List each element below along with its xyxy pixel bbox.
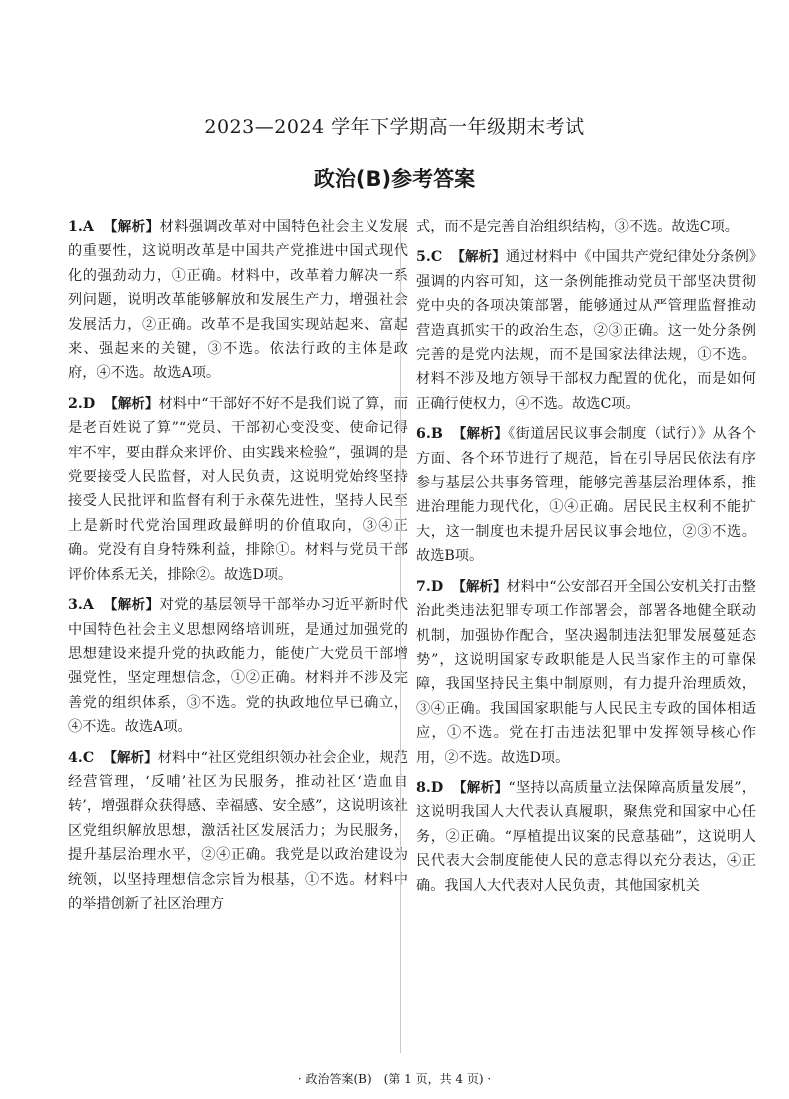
- question-number: 2.: [68, 395, 83, 412]
- analysis-mark: 【解析】: [103, 597, 160, 614]
- analysis-text: 材料中“公安部召开全国公安机关打击整治此类违法犯罪专项工作部署会，部署各地健全联动机制，加强协作配合，坚决遏制违法犯罪发展蔓延态势”，这说明国家专政职能是人民当家作主的可靠保障，我国坚持民主集中制原则，有力提升治理质效，③④正确。我国国家职能与人民民主专政的国体相适应，①不选。党在打击违法犯罪中发挥领导核心作用，②不选。故选D项。: [416, 578, 756, 766]
- question-number: 3.: [68, 597, 83, 614]
- question-4: [68, 746, 408, 917]
- question-8: [416, 776, 756, 898]
- question-5: [416, 245, 756, 416]
- analysis-mark: 【解析】: [452, 779, 509, 796]
- question-answer: C: [430, 249, 443, 266]
- question-number: 7.: [416, 578, 431, 595]
- question-number: 4.: [68, 749, 83, 766]
- analysis-mark: 【解析】: [103, 219, 160, 235]
- analysis-mark: 【解析】: [103, 749, 158, 766]
- analysis-text: 通过材料中《中国共产党纪律处分条例》强调的内容可知，这一条例能推动党员干部坚决贯彻党中央的各项决策部署，能够通过从严管理监督推动营造真抓实干的政治生态，②③正确。这一处分条例完善的是党内法规，而不是国家法律法规，①不选。材料不涉及地方领导干部权力配置的优化，而是如何正确行使权力，④不选。故选C项。: [416, 249, 756, 412]
- analysis-mark: 【解析】: [451, 249, 506, 266]
- question-answer: A: [82, 597, 94, 614]
- question-number: 8.: [416, 779, 431, 796]
- left-column: [68, 215, 408, 922]
- question-6: [416, 422, 756, 568]
- analysis-text: “坚持以高质量立法保障高质量发展”，这说明我国人大代表认真履职，聚焦党和国家中心任务，②正确。“厚植提出议案的民意基础”，这说明人民代表大会制度能使人民的意志得以充分表达，④正确。我国人大代表对人民负责，其他国家机关: [416, 779, 756, 894]
- question-answer: A: [82, 219, 94, 235]
- question-answer: D: [430, 779, 444, 796]
- question-answer: D: [430, 578, 444, 595]
- analysis-mark: 【解析】: [452, 578, 507, 595]
- analysis-text: 材料中“干部好不好不是我们说了算，而是老百姓说了算”“党员、干部初心变没变、使命记得牢不牢，要由群众来评价、由实践来检验”，强调的是党要接受人民监督，对人民负责，这说明党始终坚持接受人民批评和监督有利于永葆先进性，坚持人民至上是新时代党治国理政最鲜明的价值取向，③④正确。党没有自身特殊利益，排除①。材料与党员干部评价体系无关，排除②。故选D项。: [68, 395, 408, 583]
- analysis-text: 材料中“社区党组织领办社会企业，规范经营管理，‘反哺’社区为民服务，推动社区‘造血自转’，增强群众获得感、幸福感、安全感”，这说明该社区党组织解放思想，激活社区发展活力；为民服务，提升基层治理水平，②④正确。我党是以政治建设为统领，以坚持理想信念宗旨为根基，①不选。材料中的举措创新了社区治理方: [68, 749, 408, 912]
- question-1: [68, 215, 408, 386]
- question-7: [416, 575, 756, 770]
- question-number: 6.: [416, 426, 431, 443]
- column-divider: [400, 218, 401, 1053]
- question-4-continuation: 式，而不是完善自治组织结构，③不选。故选C项。: [416, 219, 739, 235]
- exam-title: 2023—2024 学年下学期高一年级期末考试: [204, 116, 585, 138]
- answer-key-subtitle: 政治(B)参考答案: [313, 167, 476, 191]
- right-column: [416, 215, 756, 904]
- question-answer: D: [82, 395, 96, 412]
- question-number: 5.: [416, 249, 431, 266]
- analysis-text: 材料强调改革对中国特色社会主义发展的重要性，这说明改革是中国共产党推进中国式现代化的强劲动力，①正确。材料中，改革着力解决一系列问题，说明改革能够解放和发展生产力，增强社会发展活力，②正确。改革不是我国实现站起来、富起来、强起来的关键，③不选。依法行政的主体是政府，④不选。故选A项。: [68, 219, 408, 382]
- question-3: [68, 593, 408, 739]
- question-answer: C: [82, 749, 95, 766]
- page-footer: · 政治答案(B) (第 1 页，共 4 页) ·: [297, 1072, 492, 1086]
- question-number: 1.: [68, 219, 83, 235]
- question-answer: B: [430, 426, 443, 443]
- analysis-mark: 【解析】: [104, 395, 159, 412]
- analysis-mark: 【解析】: [452, 426, 509, 443]
- analysis-text: 对党的基层领导干部举办习近平新时代中国特色社会主义思想网络培训班，是通过加强党的思想建设来提升党的执政能力，能使广大党员干部增强党性，坚定理想信念，①②正确。材料并不涉及完善党的组织体系，③不选。党的执政地位早已确立，④不选。故选A项。: [68, 597, 408, 736]
- analysis-text: 《街道居民议事会制度（试行）》从各个方面、各个环节进行了规范，旨在引导居民依法有序参与基层公共事务管理，能够完善基层治理体系，推进治理能力现代化，①④正确。居民民主权利不能扩大，这一制度也未提升居民议事会地位，②③不选。故选B项。: [416, 426, 756, 565]
- question-2: [68, 392, 408, 587]
